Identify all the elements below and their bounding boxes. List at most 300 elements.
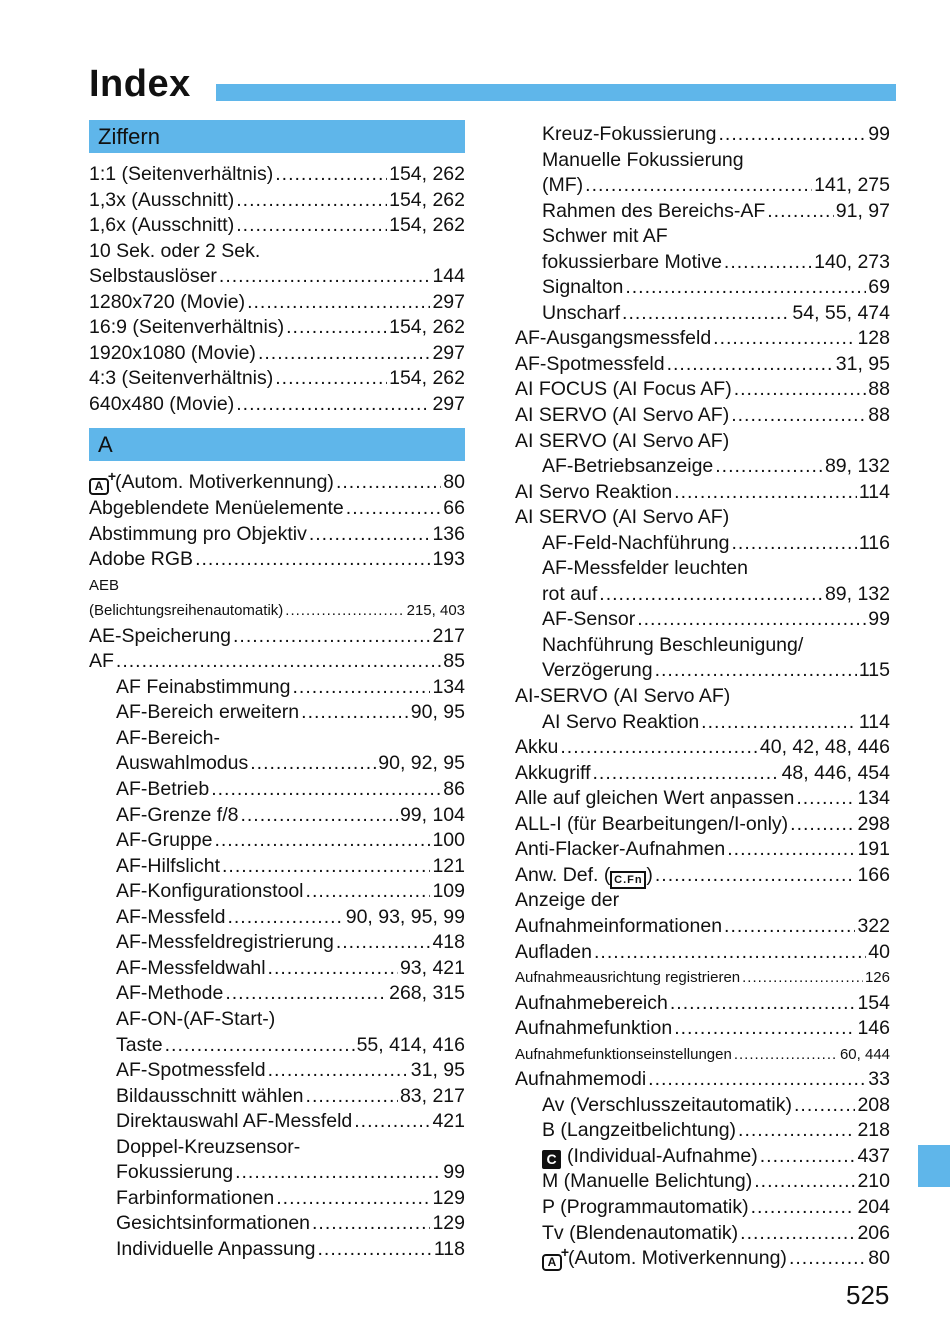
- custom-shooting-mode-icon: C: [542, 1150, 561, 1169]
- index-term: Auswahlmodus: [116, 752, 249, 775]
- dot-leader: [309, 522, 431, 548]
- index-entry: [89, 1033, 465, 1059]
- dot-leader: [236, 392, 430, 418]
- index-entry: [515, 607, 890, 633]
- dot-leader: [211, 777, 441, 803]
- page-reference: 126: [864, 969, 890, 987]
- index-term: 1:1 (Seitenverhältnis): [89, 163, 274, 185]
- index-entry: [515, 684, 890, 710]
- dot-leader: [754, 1169, 855, 1195]
- dot-leader: [233, 624, 430, 650]
- page-reference: 40: [868, 940, 890, 963]
- index-entry: [515, 735, 890, 761]
- index-entry: [89, 675, 465, 701]
- dot-leader: [719, 122, 867, 148]
- index-term: 16:9 (Seitenverhältnis): [89, 316, 285, 339]
- dot-leader: [165, 1033, 355, 1059]
- page-reference: 118: [433, 1237, 465, 1260]
- index-term: 10 Sek. oder 2 Sek.: [89, 239, 261, 262]
- index-entry: [515, 582, 890, 608]
- index-entry: [515, 761, 890, 787]
- index-term: Signalton: [542, 276, 624, 299]
- index-entry: [89, 188, 465, 214]
- page-reference: 88: [868, 404, 890, 427]
- page-reference: 90, 93, 95, 99: [345, 905, 465, 928]
- section-spacer: [89, 417, 465, 428]
- index-term: Aufladen: [515, 940, 592, 963]
- index-term: Anw. Def. ( C.Fn ): [515, 863, 653, 889]
- index-term: Aufnahmefunktion: [515, 1017, 673, 1040]
- index-term: 1,3x (Ausschnitt): [89, 188, 235, 211]
- page-reference: 91, 97: [835, 199, 890, 222]
- index-entry: [515, 505, 890, 531]
- index-entry: [89, 624, 465, 650]
- dot-leader: [225, 981, 387, 1007]
- index-term: Aufnahmefunktionseinstellungen: [515, 1045, 732, 1063]
- index-term: Aufnahmeausrichtung registrieren: [515, 969, 741, 987]
- page-reference: 154, 262: [389, 316, 465, 339]
- index-term: AF-Sensor: [542, 608, 636, 631]
- index-entry: [515, 1118, 890, 1144]
- index-term: Av (Verschlusszeitautomatik): [542, 1093, 792, 1116]
- dot-leader: [732, 531, 857, 557]
- page-reference: 204: [857, 1195, 890, 1218]
- dot-leader: [227, 905, 343, 931]
- dot-leader: [727, 837, 855, 863]
- page-reference: 83, 217: [399, 1084, 465, 1107]
- page-reference: 297: [432, 392, 465, 415]
- dot-leader: [701, 710, 857, 736]
- page-reference: 140, 273: [814, 250, 890, 273]
- index-entry: [515, 965, 890, 991]
- index-term: 640x480 (Movie): [89, 392, 235, 415]
- index-entry: [515, 1195, 890, 1221]
- page-reference: 218: [857, 1119, 890, 1142]
- dot-leader: [655, 658, 857, 684]
- index-entry: [515, 122, 890, 148]
- index-entry: [89, 522, 465, 548]
- dot-leader: [648, 1067, 866, 1093]
- page-reference: 166: [857, 863, 890, 886]
- dot-leader: [286, 315, 387, 341]
- page-reference: 297: [432, 290, 465, 313]
- index-entry: [515, 1016, 890, 1042]
- index-term: AF-Grenze f/8: [116, 803, 239, 826]
- index-term: (Belichtungsreihenautomatik): [89, 602, 284, 620]
- index-entry: [515, 429, 890, 455]
- dot-leader: [674, 480, 857, 506]
- dot-leader: [306, 879, 431, 905]
- index-term: AF-Methode: [116, 982, 224, 1005]
- index-entry: [89, 751, 465, 777]
- index-term: AE-Speicherung: [89, 624, 232, 647]
- dot-leader: [724, 250, 812, 276]
- dot-leader: [622, 301, 790, 327]
- index-term: Doppel-Kreuzsensor-: [116, 1135, 301, 1158]
- dot-leader: [655, 863, 856, 889]
- scene-intelligent-auto-icon: A +: [89, 478, 109, 495]
- page-reference: 136: [432, 522, 465, 545]
- index-term: Fokussierung: [116, 1161, 234, 1184]
- page-reference: 206: [857, 1221, 890, 1244]
- dot-leader: [740, 1221, 855, 1247]
- index-entry: [515, 377, 890, 403]
- index-term: Akku: [515, 736, 559, 759]
- index-entry: [515, 812, 890, 838]
- index-entry: [515, 480, 890, 506]
- index-entry: [89, 905, 465, 931]
- index-entry: [515, 224, 890, 250]
- dot-leader: [292, 675, 430, 701]
- dot-leader: [724, 914, 855, 940]
- index-entry: [515, 837, 890, 863]
- index-entry: [89, 726, 465, 752]
- index-term: C (Individual-Aufnahme): [542, 1144, 758, 1170]
- index-entry: [89, 573, 465, 599]
- index-term: AF-Betriebsanzeige: [542, 455, 714, 478]
- index-term: Verzögerung: [542, 659, 653, 682]
- page-reference: 114: [858, 480, 890, 503]
- index-column-left: [89, 120, 465, 1262]
- page-reference: 86: [443, 778, 465, 801]
- dot-leader: [715, 454, 823, 480]
- index-entry: [89, 264, 465, 290]
- index-term: Direktauswahl AF-Messfeld: [116, 1110, 353, 1133]
- page-reference: 48, 446, 454: [781, 761, 890, 784]
- index-term: P (Programmautomatik): [542, 1195, 749, 1218]
- index-entry: [515, 786, 890, 812]
- index-term: Aufnahmemodi: [515, 1068, 647, 1091]
- page-reference: 154, 262: [389, 214, 465, 237]
- index-term: Farbinformationen: [116, 1186, 275, 1209]
- page-reference: 129: [432, 1212, 465, 1235]
- index-term: Anzeige der: [515, 889, 620, 912]
- index-entry: [515, 1144, 890, 1170]
- index-entry: [515, 275, 890, 301]
- index-term: AEB: [89, 576, 120, 594]
- page-reference: 129: [432, 1186, 465, 1209]
- dot-leader: [116, 649, 441, 675]
- index-entry: [89, 956, 465, 982]
- dot-leader: [301, 700, 409, 726]
- index-term: AF: [89, 650, 114, 673]
- index-entry: [89, 930, 465, 956]
- index-term: Individuelle Anpassung: [116, 1237, 316, 1260]
- index-entry: [89, 803, 465, 829]
- index-entry: [515, 326, 890, 352]
- page-reference: 88: [868, 378, 890, 401]
- index-entry: [515, 199, 890, 225]
- index-term: AF-Messfelder leuchten: [542, 557, 748, 580]
- index-entry: [89, 1109, 465, 1135]
- dot-leader: [268, 1058, 409, 1084]
- page-reference: 298: [857, 812, 890, 835]
- page-reference: 93, 421: [399, 956, 465, 979]
- dot-leader: [318, 1237, 432, 1263]
- dot-leader: [268, 956, 398, 982]
- index-entry: [89, 777, 465, 803]
- index-entry: [89, 1186, 465, 1212]
- index-entry: [89, 1237, 465, 1263]
- index-entry: [515, 940, 890, 966]
- dot-leader: [674, 1016, 855, 1042]
- index-entry: [515, 633, 890, 659]
- index-term: AF-Spotmessfeld: [116, 1059, 266, 1082]
- index-entry: [515, 658, 890, 684]
- index-entry: [515, 710, 890, 736]
- index-term: M (Manuelle Belichtung): [542, 1170, 753, 1193]
- index-entry: [515, 991, 890, 1017]
- page-reference: 89, 132: [824, 455, 890, 478]
- dot-leader: [306, 1084, 398, 1110]
- section-heading: A: [89, 428, 465, 461]
- index-entry: [89, 162, 465, 188]
- dot-leader: [790, 812, 855, 838]
- index-entry: [89, 1058, 465, 1084]
- page-reference: 322: [857, 914, 890, 937]
- dot-leader: [594, 940, 866, 966]
- index-term: 1920x1080 (Movie): [89, 341, 256, 364]
- dot-leader: [731, 403, 866, 429]
- page-title: Index: [89, 63, 191, 105]
- index-entry: [89, 1084, 465, 1110]
- page-reference: 115: [858, 659, 890, 682]
- page-reference: 116: [858, 531, 890, 554]
- section-heading: Ziffern: [89, 120, 465, 153]
- dot-leader: [767, 199, 834, 225]
- page-reference: 191: [857, 838, 890, 861]
- index-term: Nachführung Beschleunigung/: [542, 633, 804, 656]
- index-term: Gesichtsinformationen: [116, 1212, 311, 1235]
- page-reference: 33: [868, 1068, 890, 1091]
- page-reference: 128: [857, 327, 890, 350]
- scene-intelligent-auto-icon: A +: [542, 1254, 562, 1271]
- page-reference: 144: [432, 265, 465, 288]
- dot-leader: [670, 991, 856, 1017]
- index-term: Aufnahmebereich: [515, 991, 668, 1014]
- dot-leader: [751, 1195, 856, 1221]
- page-reference: 114: [858, 710, 890, 733]
- index-entry: [89, 547, 465, 573]
- page-reference: 60, 444: [839, 1045, 890, 1063]
- dot-leader: [346, 496, 442, 522]
- dot-leader: [354, 1109, 430, 1135]
- dot-leader: [742, 965, 863, 991]
- index-term: Anti-Flacker-Aufnahmen: [515, 838, 726, 861]
- page-number: 525: [846, 1280, 890, 1310]
- page-reference: 31, 95: [410, 1059, 465, 1082]
- index-term: A + (Autom. Motiverkennung): [542, 1246, 787, 1272]
- index-term: Kreuz-Fokussierung: [542, 123, 717, 145]
- index-entry: [515, 531, 890, 557]
- page-reference: 418: [432, 931, 465, 954]
- dot-leader: [760, 1144, 856, 1170]
- page-reference: 217: [432, 624, 465, 647]
- index-column-right: [515, 122, 890, 1272]
- page-reference: 297: [432, 341, 465, 364]
- page-reference: 31, 95: [835, 352, 890, 375]
- index-term: fokussierbare Motive: [542, 250, 722, 273]
- dot-leader: [796, 786, 855, 812]
- index-entry: [89, 1160, 465, 1186]
- page-reference: 80: [443, 471, 465, 494]
- index-entry: [89, 879, 465, 905]
- index-term: AI FOCUS (AI Focus AF): [515, 378, 732, 401]
- index-entry: [89, 290, 465, 316]
- index-term: AF-Gruppe: [116, 829, 213, 852]
- chapter-thumb-tab: [918, 1145, 950, 1187]
- dot-leader: [240, 803, 397, 829]
- page-reference: 90, 92, 95: [378, 752, 465, 775]
- index-term: AF-Ausgangsmessfeld: [515, 327, 712, 350]
- dot-leader: [336, 470, 441, 496]
- index-term: Manuelle Fokussierung: [542, 148, 744, 171]
- index-entry: [515, 1246, 890, 1272]
- index-term: AF-Messfeldregistrierung: [116, 931, 334, 954]
- index-term: AI Servo Reaktion: [542, 710, 700, 733]
- dot-leader: [336, 930, 431, 956]
- index-entry: [89, 213, 465, 239]
- index-entry: [515, 1221, 890, 1247]
- index-entry: [515, 1067, 890, 1093]
- index-entry: [515, 1093, 890, 1119]
- index-term: Aufnahmeinformationen: [515, 914, 723, 937]
- index-term: 1,6x (Ausschnitt): [89, 214, 235, 237]
- index-term: A + (Autom. Motiverkennung): [89, 470, 334, 496]
- index-entry: [515, 863, 890, 889]
- page-reference: 99: [868, 608, 890, 631]
- index-entry: [89, 598, 465, 624]
- index-term: AI Servo Reaktion: [515, 480, 673, 503]
- page-reference: 134: [857, 787, 890, 810]
- dot-leader: [275, 162, 387, 188]
- index-term: AI SERVO (AI Servo AF): [515, 506, 730, 529]
- index-term: Schwer mit AF: [542, 225, 668, 248]
- dot-leader: [312, 1211, 430, 1237]
- page-reference: 268, 315: [389, 982, 465, 1005]
- index-term: AF-ON-(AF-Start-): [116, 1007, 276, 1030]
- page-reference: 55, 414, 416: [356, 1033, 465, 1056]
- index-term: AI SERVO (AI Servo AF): [515, 429, 730, 452]
- dot-leader: [276, 1186, 430, 1212]
- index-entry: [515, 403, 890, 429]
- index-term: AI-SERVO (AI Servo AF): [515, 685, 731, 708]
- page-reference: 154, 262: [389, 163, 465, 185]
- dot-leader: [195, 547, 430, 573]
- dot-leader: [235, 1160, 441, 1186]
- index-term: AF-Feld-Nachführung: [542, 531, 730, 554]
- index-term: AF Feinabstimmung: [116, 675, 291, 698]
- page-reference: 90, 95: [410, 701, 465, 724]
- dot-leader: [667, 352, 834, 378]
- dot-leader: [219, 264, 431, 290]
- dot-leader: [560, 735, 758, 761]
- index-entry: [515, 914, 890, 940]
- page-reference: 121: [432, 854, 465, 877]
- index-entry: [89, 1135, 465, 1161]
- index-entry: [515, 1042, 890, 1068]
- index-entry: [89, 1007, 465, 1033]
- index-term: Selbstauslöser: [89, 265, 217, 288]
- index-entry: [89, 1211, 465, 1237]
- index-entry: [89, 315, 465, 341]
- index-entry: [89, 854, 465, 880]
- index-term: ALL-I (für Bearbeitungen/I-only): [515, 812, 789, 835]
- index-entry: [515, 301, 890, 327]
- dot-leader: [236, 213, 387, 239]
- dot-leader: [713, 326, 855, 352]
- dot-leader: [593, 761, 780, 787]
- index-term: Tv (Blendenautomatik): [542, 1221, 739, 1244]
- index-term: rot auf: [542, 582, 598, 605]
- page-reference: 80: [868, 1247, 890, 1270]
- index-entry: [89, 470, 465, 496]
- page-reference: 85: [443, 650, 465, 673]
- index-term: AF-Bereich erweitern: [116, 701, 300, 724]
- index-entry: [515, 148, 890, 174]
- index-term: AF-Betrieb: [116, 778, 210, 801]
- dot-leader: [285, 598, 404, 624]
- index-entry: [515, 556, 890, 582]
- page-reference: 208: [857, 1093, 890, 1116]
- dot-leader: [734, 377, 867, 403]
- dot-leader: [250, 751, 376, 777]
- title-accent-bar: [216, 84, 896, 101]
- index-term: 4:3 (Seitenverhältnis): [89, 367, 274, 390]
- page-reference: 134: [432, 675, 465, 698]
- dot-leader: [222, 854, 430, 880]
- index-term: Alle auf gleichen Wert anpassen: [515, 787, 795, 810]
- dot-leader: [637, 607, 866, 633]
- index-entry: [515, 1169, 890, 1195]
- index-entry: [89, 239, 465, 265]
- dot-leader: [585, 173, 812, 199]
- index-entry: [89, 700, 465, 726]
- index-entry: [515, 352, 890, 378]
- page-reference: 66: [443, 497, 465, 520]
- dot-leader: [789, 1246, 866, 1272]
- page-reference: 146: [857, 1017, 890, 1040]
- index-term: AI SERVO (AI Servo AF): [515, 404, 730, 427]
- custom-functions-menu-icon: C.Fn: [610, 871, 646, 889]
- dot-leader: [236, 188, 387, 214]
- page-reference: 54, 55, 474: [792, 301, 890, 324]
- dot-leader: [214, 828, 430, 854]
- dot-leader: [275, 366, 387, 392]
- index-term: AF-Messfeldwahl: [116, 956, 266, 979]
- page-reference: 99: [868, 123, 890, 145]
- index-term: 1280x720 (Movie): [89, 290, 246, 313]
- page-reference: 193: [432, 548, 465, 571]
- dot-leader: [794, 1093, 855, 1119]
- index-entry: [89, 828, 465, 854]
- index-term: Rahmen des Bereichs-AF: [542, 199, 766, 222]
- index-entry: [515, 454, 890, 480]
- index-term: B (Langzeitbelichtung): [542, 1119, 737, 1142]
- page-reference: 421: [432, 1110, 465, 1133]
- page-reference: 154, 262: [389, 188, 465, 211]
- index-entry: [515, 173, 890, 199]
- index-entry: [89, 366, 465, 392]
- page-reference: 100: [432, 829, 465, 852]
- index-entry: [89, 341, 465, 367]
- dot-leader: [734, 1042, 838, 1068]
- index-term: AF-Messfeld: [116, 905, 226, 928]
- page-reference: 40, 42, 48, 446: [759, 736, 890, 759]
- index-term: AF-Hilfslicht: [116, 854, 221, 877]
- page-reference: 69: [868, 276, 890, 299]
- index-entry: [89, 392, 465, 418]
